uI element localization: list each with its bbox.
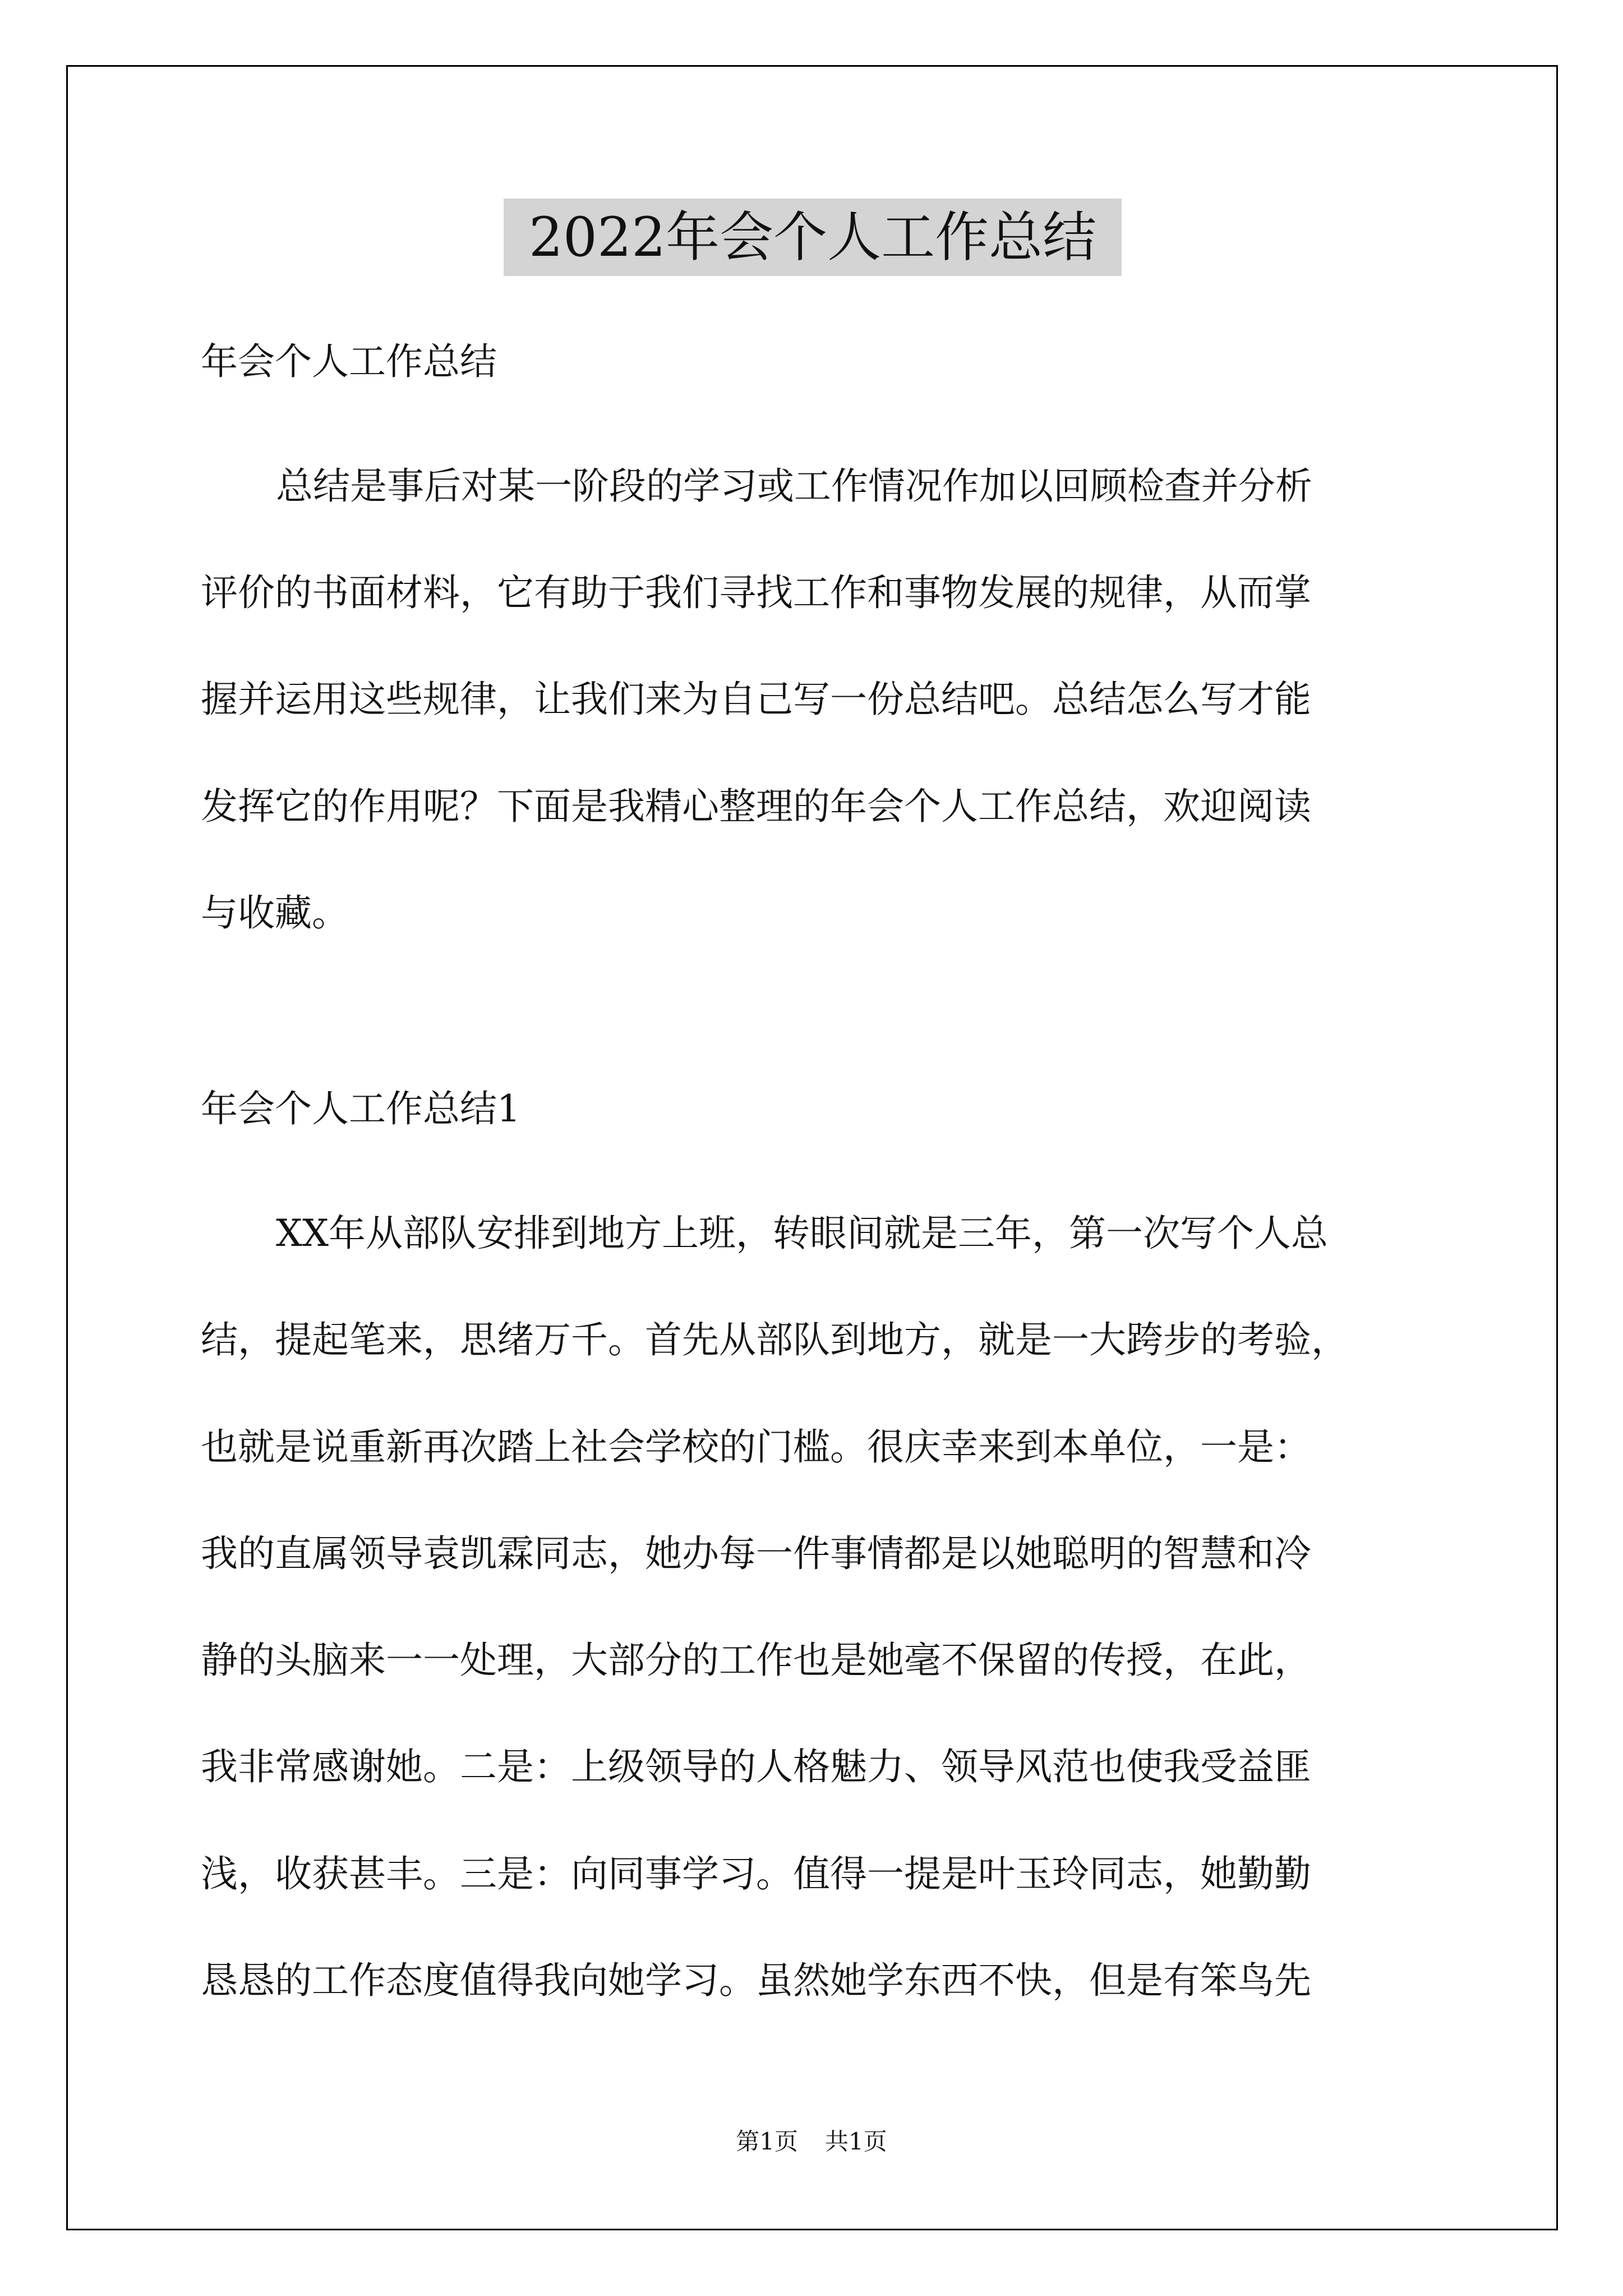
page-footer <box>0 2125 1623 2159</box>
body-line: 浅，收获甚丰。三是：向同事学习。值得一提是叶玉玲同志，她勤勤 <box>201 1852 1311 1895</box>
page-border <box>66 65 1558 2230</box>
intro-line: 总结是事后对某一阶段的学习或工作情况作加以回顾检查并分析 <box>276 464 1312 508</box>
page-number: 第1页 <box>736 2128 798 2155</box>
intro-line: 与收藏。 <box>201 891 349 935</box>
body-line: XX年从部队安排到地方上班，转眼间就是三年，第一次写个人总 <box>276 1212 1328 1255</box>
body-line: 恳恳的工作态度值得我向她学习。虽然她学东西不快，但是有笨鸟先 <box>201 1959 1311 2002</box>
section-heading: 年会个人工作总结1 <box>201 1087 520 1130</box>
intro-line: 评价的书面材料，它有助于我们寻找工作和事物发展的规律，从而掌 <box>201 571 1311 614</box>
body-line: 我的直属领导袁凯霖同志，她办每一件事情都是以她聪明的智慧和冷 <box>201 1532 1311 1575</box>
document-title: 2022年会个人工作总结 <box>504 199 1122 276</box>
body-line: 我非常感谢她。二是：上级领导的人格魅力、领导风范也使我受益匪 <box>201 1745 1311 1788</box>
intro-line: 发挥它的作用呢？下面是我精心整理的年会个人工作总结，欢迎阅读 <box>201 785 1311 828</box>
body-line: 也就是说重新再次踏上社会学校的门槛。很庆幸来到本单位，一是： <box>201 1425 1311 1469</box>
body-line: 静的头脑来一一处理，大部分的工作也是她毫不保留的传授，在此， <box>201 1639 1311 1682</box>
page-total: 共1页 <box>825 2128 887 2155</box>
body-line: 结，提起笔来，思绪万千。首先从部队到地方，就是一大跨步的考验， <box>201 1318 1348 1361</box>
intro-line: 握并运用这些规律，让我们来为自己写一份总结吧。总结怎么写才能 <box>201 678 1311 721</box>
intro-heading: 年会个人工作总结 <box>201 340 497 383</box>
